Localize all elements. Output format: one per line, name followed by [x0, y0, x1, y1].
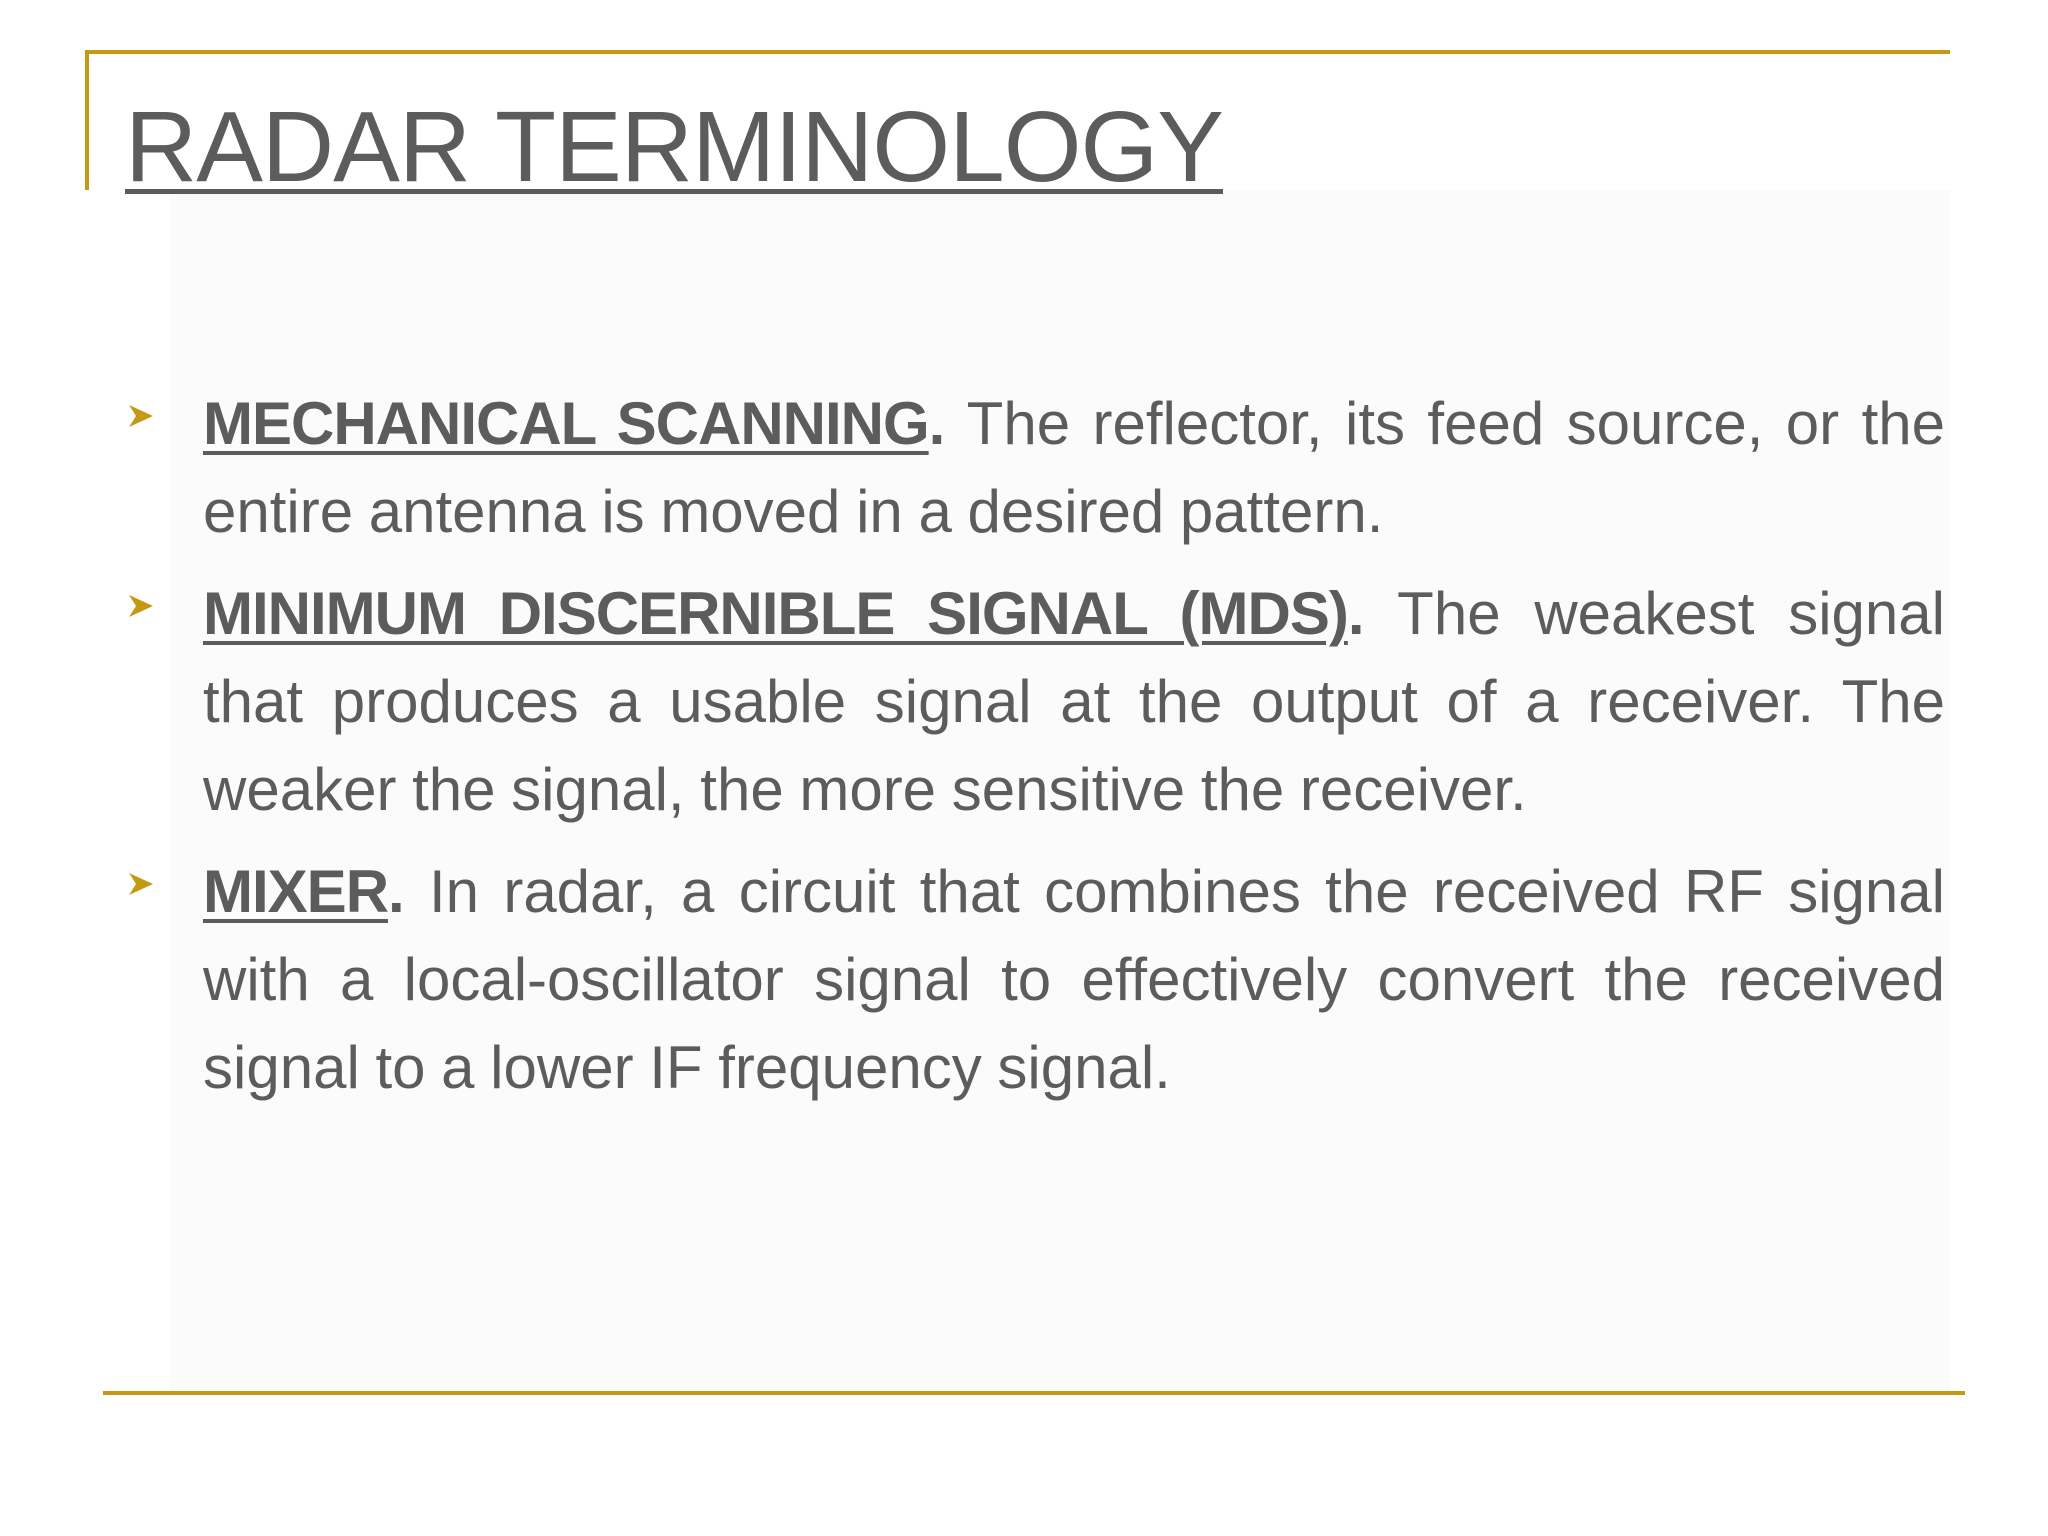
term-label: MIXER — [203, 858, 389, 925]
arrow-bullet-icon — [127, 870, 155, 898]
bullet-text — [203, 380, 1945, 556]
term-punctuation: . — [388, 858, 405, 925]
bullet-mixer — [125, 848, 1945, 1112]
bullet-minimum-discernible-signal — [125, 570, 1945, 834]
bullet-mechanical-scanning — [125, 380, 1945, 556]
left-accent-rule — [85, 50, 89, 190]
slide-title: RADAR TERMINOLOGY — [125, 91, 1223, 203]
arrow-bullet-icon — [127, 402, 155, 430]
bullet-text — [203, 848, 1945, 1112]
definition-text: The weakest signal that produces a usable signal at the output of a receiver. The weaker the signal, the more sensitive the receiver. — [203, 580, 1945, 823]
bullet-list — [125, 380, 1945, 1126]
bullet-text — [203, 570, 1945, 834]
term-punctuation: . — [1347, 580, 1365, 647]
term-label: MINIMUM DISCERNIBLE SIGNAL (MDS) — [203, 580, 1348, 647]
term-label: MECHANICAL SCANNING — [203, 390, 929, 457]
term-punctuation: . — [928, 390, 946, 457]
arrow-bullet-icon — [127, 592, 155, 620]
bottom-accent-rule — [103, 1391, 1965, 1395]
top-accent-rule — [85, 50, 1950, 54]
definition-text: In radar, a circuit that combines the received RF signal with a local-oscillator signal to effectively convert the received signal to a lower IF frequency signal. — [203, 858, 1945, 1101]
definition-text: The reflector, its feed source, or the entire antenna is moved in a desired pattern. — [203, 390, 1945, 545]
